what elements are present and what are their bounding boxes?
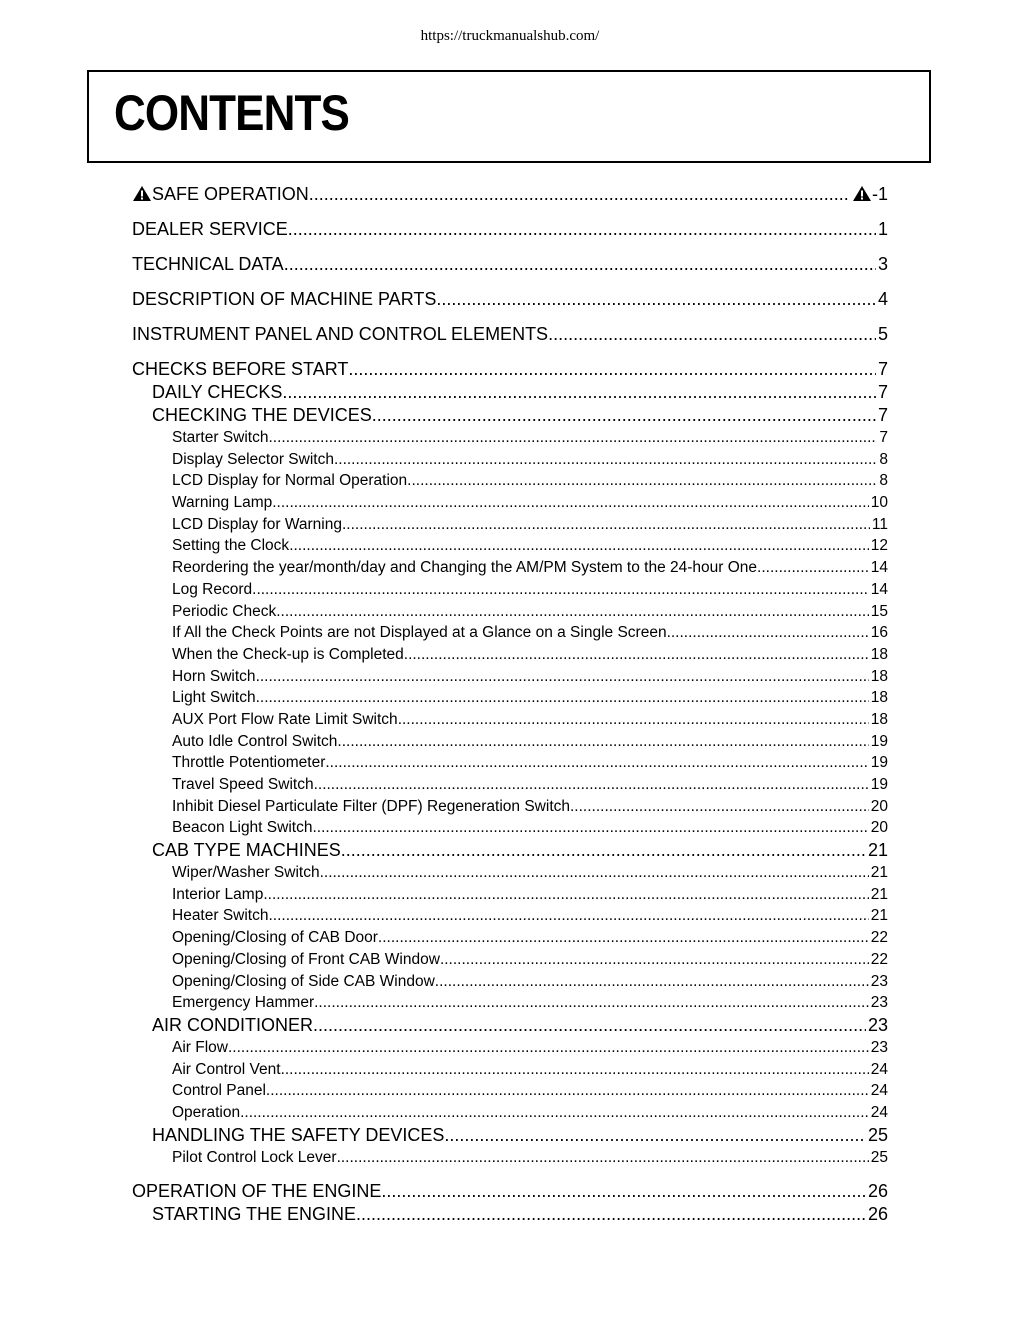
dot-leader (272, 492, 869, 514)
page-number: 25 (867, 1124, 888, 1145)
dot-leader (407, 470, 877, 492)
toc-entry-label (172, 535, 289, 557)
dot-leader (256, 666, 869, 688)
toc-entry-page (869, 1147, 888, 1169)
toc-entry-label (172, 1080, 266, 1102)
dot-leader (314, 992, 869, 1014)
toc-entry-page (869, 622, 888, 644)
toc-entry-page (866, 839, 888, 862)
page-number: 7 (877, 405, 888, 425)
toc-entry[interactable] (132, 884, 888, 906)
toc-entry-page (869, 927, 888, 949)
toc-entry[interactable] (132, 288, 888, 311)
toc-entry[interactable] (132, 927, 888, 949)
toc-entry-text: SAFE OPERATION (152, 184, 309, 204)
toc-entry[interactable] (132, 949, 888, 971)
toc-entry[interactable] (132, 1203, 888, 1226)
toc-entry[interactable] (132, 796, 888, 818)
toc-entry-page (869, 687, 888, 709)
toc-entry[interactable] (132, 774, 888, 796)
toc-entry[interactable] (132, 218, 888, 241)
dot-leader (337, 1147, 869, 1169)
toc-entry-page (866, 1014, 888, 1037)
toc-entry-label (172, 470, 407, 492)
page-title: CONTENTS (114, 85, 349, 141)
toc-entry-label (132, 218, 288, 241)
toc-entry-text: AUX Port Flow Rate Limit Switch (172, 710, 398, 728)
toc-entry-page (876, 323, 888, 346)
toc-entry-label (172, 862, 320, 884)
toc-entry-text: STARTING THE ENGINE (152, 1204, 357, 1225)
toc-entry-page (877, 470, 888, 492)
toc-entry-text: Opening/Closing of CAB Door (172, 929, 378, 947)
toc-entry-text: Starter Switch (172, 429, 269, 446)
toc-entry-label (172, 709, 398, 731)
page-number: 18 (870, 710, 888, 728)
page-number: 19 (870, 776, 888, 793)
page-number: 7 (879, 429, 888, 446)
page-number: 4 (877, 289, 888, 309)
toc-entry-text: Horn Switch (172, 667, 256, 685)
toc-entry-page (870, 514, 888, 536)
dot-leader (252, 579, 869, 601)
toc-entry[interactable] (132, 358, 888, 381)
toc-entry-label (172, 514, 342, 536)
toc-entry[interactable] (132, 992, 888, 1014)
toc-entry-text: DESCRIPTION OF MACHINE PARTS (132, 289, 437, 309)
toc-entry-page (869, 796, 888, 818)
dot-leader (281, 1059, 869, 1081)
page-number: 8 (879, 450, 888, 468)
toc-entry-text: Periodic Check (172, 602, 277, 620)
toc-entry[interactable] (132, 1037, 888, 1059)
toc-entry-label (172, 601, 276, 623)
page-number: 23 (867, 1014, 888, 1035)
toc-entry-text: Travel Speed Switch (172, 776, 314, 793)
dot-leader (289, 535, 869, 557)
toc-entry[interactable] (132, 183, 888, 206)
toc-entry-label (172, 796, 570, 818)
dot-leader (404, 644, 869, 666)
toc-entry-text: Light Switch (172, 689, 256, 707)
dot-leader (667, 622, 869, 644)
dot-leader (240, 1102, 869, 1124)
toc-entry[interactable] (132, 839, 888, 862)
toc-entry-text: INSTRUMENT PANEL AND CONTROL ELEMENTS (132, 324, 549, 344)
page-number: 25 (870, 1148, 888, 1166)
toc-entry-page (877, 449, 888, 471)
page-number: 19 (870, 754, 888, 772)
page-number: 21 (870, 885, 888, 903)
dot-leader (757, 557, 869, 579)
toc-entry-page (866, 1203, 888, 1226)
toc-entry-text: DAILY CHECKS (152, 382, 283, 402)
toc-entry-page (869, 666, 888, 688)
toc-entry-text: LCD Display for Warning (172, 515, 342, 533)
toc-entry-label (152, 381, 282, 404)
toc-entry-text: Throttle Potentiometer (172, 754, 326, 772)
warning-icon (852, 185, 872, 202)
toc-entry-page (869, 992, 888, 1014)
dot-leader (309, 183, 850, 206)
toc-entry-page (876, 288, 888, 311)
page-number: 12 (870, 537, 888, 555)
toc-entry-label (172, 644, 404, 666)
toc-entry[interactable] (132, 731, 888, 753)
toc-entry-page (869, 1037, 888, 1059)
dot-leader (276, 601, 869, 623)
toc-entry[interactable] (132, 905, 888, 927)
toc-entry-page (869, 644, 888, 666)
dot-leader (436, 288, 876, 311)
dot-leader (444, 1124, 866, 1147)
dot-leader (266, 1080, 869, 1102)
dot-leader (337, 731, 868, 753)
toc-entry-text: Control Panel (172, 1082, 266, 1100)
toc-entry-label (172, 622, 667, 644)
toc-entry[interactable] (132, 1102, 888, 1124)
toc-entry-text: Interior Lamp (172, 885, 264, 903)
toc-entry-label (152, 1124, 444, 1147)
toc-entry-label (172, 905, 268, 927)
toc-entry[interactable] (132, 1014, 888, 1037)
toc-entry[interactable] (132, 1180, 888, 1203)
toc-entry-label (172, 1037, 228, 1059)
table-of-contents (132, 183, 888, 1226)
toc-entry-page (869, 774, 888, 796)
toc-entry-label (172, 884, 263, 906)
toc-entry-label (152, 839, 341, 862)
page-number: 7 (877, 382, 888, 402)
page-number: 21 (867, 840, 888, 861)
page-number: 22 (870, 950, 888, 968)
toc-entry-text: Air Control Vent (172, 1060, 281, 1078)
page-number: 24 (870, 1060, 888, 1078)
toc-entry-text: DEALER SERVICE (132, 219, 288, 239)
toc-entry[interactable] (132, 666, 888, 688)
toc-entry-text: HANDLING THE SAFETY DEVICES (152, 1124, 445, 1145)
toc-entry[interactable] (132, 971, 888, 993)
dot-leader (312, 817, 868, 839)
toc-entry-label (172, 1059, 281, 1081)
dot-leader (341, 839, 866, 862)
toc-entry-label (172, 579, 252, 601)
toc-entry-page (869, 905, 888, 927)
source-url: https://truckmanualshub.com/ (420, 28, 600, 44)
toc-entry-page (869, 1080, 888, 1102)
toc-entry-text: Air Flow (172, 1038, 228, 1056)
toc-entry-label (172, 492, 272, 514)
toc-entry-label (132, 358, 348, 381)
toc-entry-text: TECHNICAL DATA (132, 254, 284, 274)
toc-entry-page (876, 253, 888, 276)
dot-leader (381, 1180, 866, 1203)
toc-entry[interactable] (132, 470, 888, 492)
dot-leader (570, 796, 869, 818)
page-number: 18 (870, 667, 888, 685)
dot-leader (548, 323, 876, 346)
toc-entry-label (172, 687, 256, 709)
toc-entry-label (172, 992, 314, 1014)
toc-entry-page (869, 557, 888, 579)
toc-entry-page (869, 884, 888, 906)
dot-leader (320, 862, 869, 884)
page-number: 10 (870, 494, 888, 512)
title-box (87, 70, 931, 163)
toc-entry[interactable] (132, 492, 888, 514)
page-number: 14 (870, 580, 888, 598)
toc-entry-text: CHECKING THE DEVICES (152, 405, 372, 425)
toc-entry-text: CHECKS BEFORE START (132, 359, 349, 379)
page-number: 22 (870, 929, 888, 947)
dot-leader (356, 1203, 866, 1226)
toc-entry[interactable] (132, 557, 888, 579)
dot-leader (256, 687, 869, 709)
toc-entry-page (850, 183, 888, 206)
toc-entry-page (869, 492, 888, 514)
toc-entry[interactable] (132, 862, 888, 884)
page-number: 23 (870, 972, 888, 990)
toc-entry-label (172, 752, 325, 774)
page-number: 24 (870, 1103, 888, 1121)
toc-entry-page (869, 601, 888, 623)
toc-entry-page (876, 358, 888, 381)
toc-entry[interactable] (132, 687, 888, 709)
toc-entry-text: If All the Check Points are not Displayed at a Glance on a Single Screen (172, 624, 667, 642)
toc-entry-text: Wiper/Washer Switch (172, 864, 320, 882)
toc-entry-label (172, 449, 334, 471)
toc-entry-text: Beacon Light Switch (172, 819, 313, 837)
toc-entry-page (869, 709, 888, 731)
page-number: 19 (870, 732, 888, 750)
dot-leader (334, 449, 877, 471)
toc-entry-page (876, 381, 888, 404)
dot-leader (288, 218, 876, 241)
toc-entry-page (866, 1180, 888, 1203)
dot-leader (378, 927, 869, 949)
dot-leader (282, 381, 876, 404)
page-number: 18 (870, 689, 888, 707)
toc-entry-text: Reordering the year/month/day and Changing the AM/PM System to the 24-hour One (172, 559, 758, 577)
toc-entry-label (172, 949, 440, 971)
page-number: 20 (870, 819, 888, 837)
toc-entry-label (152, 404, 372, 427)
toc-entry-label (132, 323, 548, 346)
page-number: 14 (870, 559, 888, 577)
toc-entry-label (172, 731, 337, 753)
toc-entry-label (172, 927, 378, 949)
toc-entry-text: Setting the Clock (172, 537, 290, 555)
toc-entry-page (877, 427, 888, 449)
toc-entry-text: Pilot Control Lock Lever (172, 1148, 337, 1166)
toc-entry-text: AIR CONDITIONER (152, 1014, 314, 1035)
page-number: 1 (877, 219, 888, 239)
toc-entry-label (172, 427, 268, 449)
toc-entry-page (869, 1059, 888, 1081)
toc-entry-page (866, 1124, 888, 1147)
dot-leader (398, 709, 869, 731)
toc-entry-page (869, 731, 888, 753)
page-number: 26 (867, 1204, 888, 1225)
toc-entry[interactable] (132, 579, 888, 601)
page-number: 23 (870, 1038, 888, 1056)
page-number: 15 (870, 602, 888, 620)
toc-entry[interactable] (132, 514, 888, 536)
toc-entry-page (869, 862, 888, 884)
toc-entry-page (869, 971, 888, 993)
toc-entry-label (172, 817, 312, 839)
toc-entry[interactable] (132, 1147, 888, 1169)
dot-leader (228, 1037, 869, 1059)
page-number: 20 (870, 797, 888, 815)
page-number: 18 (870, 645, 888, 663)
toc-entry-label (152, 1203, 356, 1226)
toc-entry-label (132, 253, 284, 276)
toc-entry-text: Warning Lamp (172, 494, 273, 512)
toc-entry-label (172, 774, 314, 796)
toc-entry-label (172, 971, 435, 993)
toc-entry-page (869, 535, 888, 557)
toc-entry-label (132, 1180, 381, 1203)
toc-entry[interactable] (132, 817, 888, 839)
toc-entry-page (876, 218, 888, 241)
page-number: 23 (870, 994, 888, 1012)
dot-leader (313, 1014, 866, 1037)
page-number: 11 (871, 515, 888, 533)
toc-entry-label (172, 1147, 337, 1169)
toc-entry-text: Opening/Closing of Side CAB Window (172, 972, 435, 990)
toc-entry-text: OPERATION OF THE ENGINE (132, 1181, 382, 1202)
page-number: 26 (867, 1181, 888, 1202)
toc-entry-text: Heater Switch (172, 907, 269, 925)
toc-entry-text: LCD Display for Normal Operation (172, 472, 408, 490)
page-number: 5 (877, 324, 888, 344)
page-number: 3 (877, 254, 888, 274)
toc-entry-label (172, 1102, 240, 1124)
toc-entry[interactable] (132, 752, 888, 774)
toc-entry[interactable] (132, 1080, 888, 1102)
toc-entry[interactable] (132, 644, 888, 666)
toc-entry[interactable] (132, 381, 888, 404)
dot-leader (268, 427, 877, 449)
dot-leader (372, 404, 876, 427)
toc-entry[interactable] (132, 427, 888, 449)
page-number: 7 (877, 359, 888, 379)
toc-entry-text: Log Record (172, 580, 253, 598)
dot-leader (284, 253, 876, 276)
toc-entry-page (869, 1102, 888, 1124)
dot-leader (342, 514, 870, 536)
toc-entry-page (876, 404, 888, 427)
toc-entry[interactable] (132, 622, 888, 644)
toc-entry-text: Auto Idle Control Switch (172, 732, 338, 750)
toc-entry[interactable] (132, 1124, 888, 1147)
toc-entry-page (869, 817, 888, 839)
toc-entry-page (869, 579, 888, 601)
page-number: 8 (879, 472, 888, 490)
toc-entry-text: CAB TYPE MACHINES (152, 840, 341, 861)
toc-entry[interactable] (132, 1059, 888, 1081)
page-number: 21 (870, 907, 888, 925)
dot-leader (348, 358, 876, 381)
dot-leader (325, 752, 868, 774)
page-number: 24 (870, 1082, 888, 1100)
dot-leader (314, 774, 869, 796)
toc-entry[interactable] (132, 535, 888, 557)
toc-entry-text: When the Check-up is Completed (172, 645, 404, 663)
toc-entry-label (152, 1014, 313, 1037)
warning-icon (132, 185, 152, 202)
toc-entry[interactable] (132, 404, 888, 427)
toc-entry-label (172, 557, 757, 579)
toc-entry-text: Inhibit Diesel Particulate Filter (DPF) Regeneration Switch (172, 797, 570, 815)
toc-entry-text: Opening/Closing of Front CAB Window (172, 950, 440, 968)
page-number: 21 (870, 864, 888, 882)
toc-entry-text: Operation (172, 1103, 241, 1121)
toc-entry-label (172, 666, 256, 688)
toc-entry[interactable] (132, 253, 888, 276)
toc-entry-page (869, 752, 888, 774)
toc-entry-page (869, 949, 888, 971)
dot-leader (435, 971, 869, 993)
toc-entry-label (132, 183, 309, 206)
dot-leader (440, 949, 869, 971)
toc-entry[interactable] (132, 709, 888, 731)
toc-entry-text: Emergency Hammer (172, 994, 315, 1012)
page-number: -1 (871, 184, 888, 204)
toc-entry[interactable] (132, 601, 888, 623)
toc-entry[interactable] (132, 449, 888, 471)
dot-leader (268, 905, 868, 927)
toc-entry[interactable] (132, 323, 888, 346)
page-number: 16 (870, 624, 888, 642)
toc-entry-text: Display Selector Switch (172, 450, 334, 468)
dot-leader (263, 884, 868, 906)
toc-entry-label (132, 288, 436, 311)
